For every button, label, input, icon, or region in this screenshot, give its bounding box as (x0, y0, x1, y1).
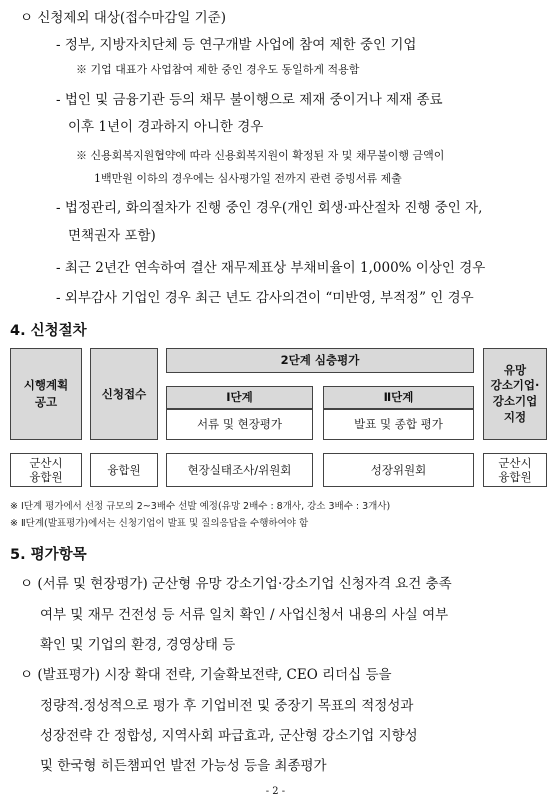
stage-2-deep-evaluation-header: 2단계 심층평가 (166, 348, 474, 373)
exclusion-item-4: - 최근 2년간 연속하여 결산 재무제표상 부채비율이 1,000% 이상인 경우 (56, 260, 486, 276)
exclusion-item-2-note-line-2: 1백만원 이하의 경우에는 심사평가일 전까지 관련 증빙서류 제출 (94, 172, 402, 185)
page-number: - 2 - (265, 786, 286, 797)
stage-2-description: 발표 및 종합 평가 (323, 409, 474, 440)
org-field-survey-committee: 현장실태조사/위원회 (166, 453, 313, 487)
org-growth-committee: 성장위원회 (323, 453, 474, 487)
org-gunsan-fusion-1: 군산시 융합원 (10, 453, 82, 487)
eval-item-2-line-1: ㅇ (발표평가) 시장 확대 전략, 기술확보전략, CEO 리더십 등을 (20, 667, 392, 683)
exclusion-item-5: - 외부감사 기업인 경우 최근 년도 감사의견이 “미반영, 부적정” 인 경우 (56, 290, 474, 306)
eval-item-1-line-3: 확인 및 기업의 환경, 경영상태 등 (40, 637, 236, 653)
org-gunsan-fusion-2: 군산시 융합원 (483, 453, 547, 487)
step-plan-announcement: 시행계획 공고 (10, 348, 82, 440)
exclusion-item-3-line-2: 면책권자 포함) (68, 228, 156, 244)
eval-item-2-line-3: 성장전략 간 정합성, 지역사회 파급효과, 군산형 강소기업 지향성 (40, 728, 418, 744)
procedure-note-1: ※ Ⅰ단계 평가에서 선정 규모의 2~3배수 선발 예정(유망 2배수 : 8개사, 강소 3배수 : 3개사) (10, 501, 391, 512)
eval-item-2-line-2: 정량적.정성적으로 평가 후 기업비전 및 중장기 목표의 적정성과 (40, 698, 414, 714)
exclusion-item-2-line-1: - 법인 및 금융기관 등의 채무 불이행으로 제재 중이거나 제재 종료 (56, 92, 443, 108)
stage-1-label: Ⅰ단계 (166, 386, 313, 409)
eval-item-1-line-2: 여부 및 재무 건전성 등 서류 일치 확인 / 사업신청서 내용의 사실 여부 (40, 607, 449, 623)
section-4-heading: 4. 신청절차 (10, 323, 87, 339)
procedure-note-2: ※ Ⅱ단계(발표평가)에서는 신청기업이 발표 및 질의응답을 수행하여야 함 (10, 518, 309, 529)
exclusion-item-1: - 정부, 지방자치단체 등 연구개발 사업에 참여 제한 중인 기업 (56, 37, 417, 53)
exclusion-item-1-note: ※ 기업 대표가 사업참여 제한 중인 경우도 동일하게 적용함 (76, 63, 360, 76)
section-5-heading: 5. 평가항목 (10, 547, 87, 563)
exclusion-item-2-note-line-1: ※ 신용회복지원협약에 따라 신용회복지원이 확정된 자 및 채무불이행 금액이 (76, 149, 445, 162)
exclusion-item-3-line-1: - 법정관리, 화의절차가 진행 중인 경우(개인 회생·파산절차 진행 중인 자, (56, 200, 483, 216)
stage-2-label: Ⅱ단계 (323, 386, 474, 409)
step-application-receipt: 신청접수 (90, 348, 158, 440)
eval-item-2-line-4: 및 한국형 히든챔피언 발전 가능성 등을 최종평가 (40, 758, 327, 774)
stage-1-description: 서류 및 현장평가 (166, 409, 313, 440)
exclusion-title: ㅇ 신청제외 대상(접수마감일 기준) (20, 10, 226, 26)
org-fusion-institute: 융합원 (90, 453, 158, 487)
exclusion-item-2-line-2: 이후 1년이 경과하지 아니한 경우 (68, 119, 264, 135)
step-final-designation: 유망 강소기업· 강소기업 지정 (483, 348, 547, 440)
eval-item-1-line-1: ㅇ (서류 및 현장평가) 군산형 유망 강소기업·강소기업 신청자격 요건 충족 (20, 576, 452, 592)
